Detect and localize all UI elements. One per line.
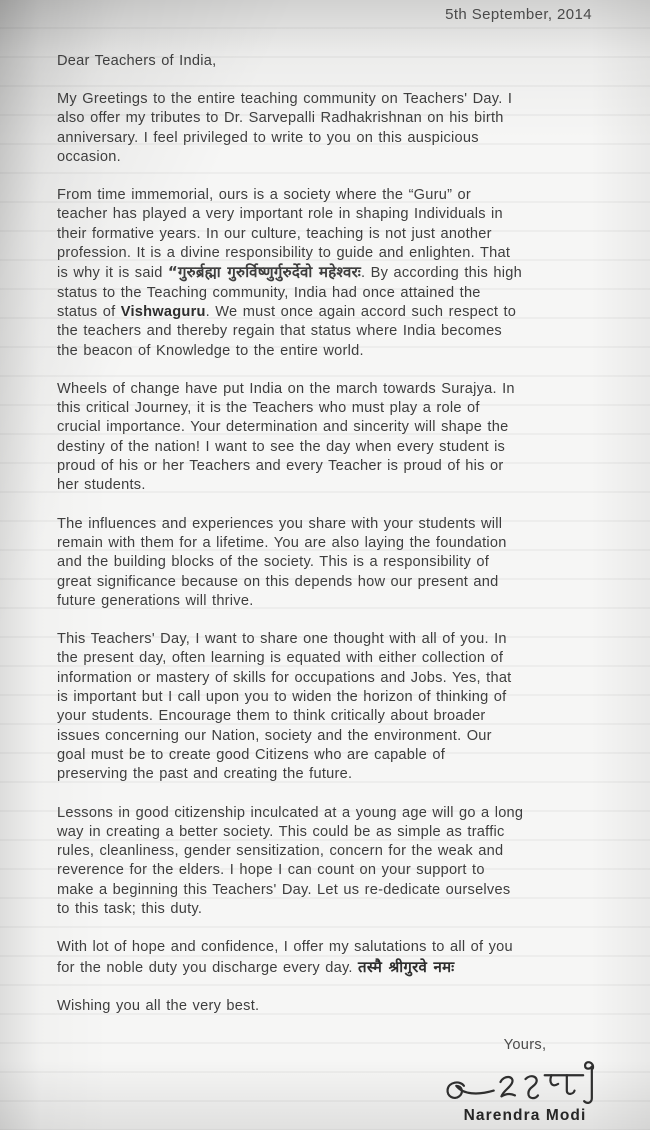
text-segment: status to the Teaching community, India had once attained the — [57, 284, 481, 301]
paragraph — [57, 515, 650, 611]
text-segment: the teachers and thereby regain that status where India becomes — [57, 323, 502, 340]
text-segment: the present day, often learning is equated with either collection of — [57, 650, 504, 667]
text-segment: This Teachers' Day, I want to share one thought with all of you. In — [57, 631, 507, 648]
text-segment: information or mastery of skills for occupations and Jobs. Yes, that — [57, 669, 512, 686]
text-segment: issues concerning our Nation, society and the environment. Our — [57, 727, 492, 744]
text-line — [57, 438, 650, 457]
text-segment: My Greetings to the entire teaching community on Teachers' Day. I — [57, 91, 513, 107]
text-line — [57, 707, 650, 726]
text-segment: profession. It is a divine responsibility to guide and enlighten. That — [57, 245, 511, 262]
letter-date: 5th September, 2014 — [445, 6, 592, 23]
narendra-modi-signature-icon — [440, 1056, 610, 1106]
text-line — [57, 418, 650, 437]
text-segment: and the building blocks of the society. This is a responsibility of — [57, 554, 489, 571]
text-line — [57, 399, 650, 418]
text-line — [57, 765, 650, 784]
devanagari-text: “गुरुर्ब्रह्मा गुरुर्विष्णुर्गुरुर्देवो महेश्वरः — [167, 263, 362, 282]
text-line — [57, 669, 650, 688]
text-line — [57, 109, 650, 128]
text-segment: proud of his or her Teachers and every Teacher is proud of his or — [57, 458, 504, 475]
text-line — [57, 823, 650, 842]
text-line — [57, 380, 650, 399]
text-line — [57, 688, 650, 707]
paragraph — [57, 997, 650, 1016]
text-segment: preserving the past and creating the future. — [57, 766, 353, 783]
paragraph — [57, 630, 650, 784]
text-segment: Wishing you all the very best. — [57, 997, 260, 1014]
signatory-name: Narendra Modi — [463, 1107, 587, 1125]
salutation: Dear Teachers of India, — [57, 53, 217, 69]
text-segment: future generations will thrive. — [57, 592, 254, 609]
text-line — [57, 573, 650, 592]
text-segment: way in creating a better society. This could be as simple as traffic — [57, 823, 505, 840]
text-segment: their formative years. In our culture, teaching is not just another — [57, 225, 492, 242]
text-line — [57, 997, 650, 1016]
text-segment: anniversary. I feel privileged to write to you on this auspicious — [57, 129, 479, 146]
text-line — [57, 938, 650, 957]
text-line — [57, 303, 650, 322]
text-segment: is why it is said — [57, 265, 168, 282]
valediction: Yours, — [503, 1037, 547, 1054]
text-segment: . We must once again accord such respect to — [205, 303, 517, 320]
paragraph — [57, 90, 650, 167]
text-line — [57, 186, 650, 205]
text-line — [57, 727, 650, 746]
text-segment: . By according this high — [361, 265, 522, 282]
text-line — [57, 148, 650, 167]
text-line — [57, 263, 650, 283]
text-segment: Wheels of change have put India on the march towards Surajya. In — [57, 380, 515, 397]
text-line — [57, 842, 650, 861]
text-segment: occasion. — [57, 148, 121, 165]
text-segment: your students. Encourage them to think critically about broader — [57, 708, 486, 725]
text-line — [57, 649, 650, 668]
text-line — [57, 225, 650, 244]
text-line — [57, 900, 650, 919]
text-segment: great significance because on this depends how our present and — [57, 573, 499, 590]
text-line — [57, 342, 650, 361]
text-segment: The influences and experiences you share with your students will — [57, 515, 503, 532]
text-segment: reverence for the elders. I hope I can count on your support to — [57, 862, 485, 879]
text-line — [57, 515, 650, 534]
text-line — [57, 476, 650, 495]
text-segment: her students. — [57, 477, 146, 494]
text-segment: for the noble duty you discharge every day. — [57, 959, 359, 976]
letter-body — [57, 90, 650, 1016]
text-line — [57, 630, 650, 649]
paragraph — [57, 186, 650, 361]
text-segment: crucial importance. Your determination and sincerity will shape the — [57, 419, 509, 436]
signature-block — [440, 1036, 610, 1125]
text-line — [57, 958, 650, 978]
text-segment: this critical Journey, it is the Teachers who must play a role of — [57, 400, 480, 417]
text-line — [57, 534, 650, 553]
text-segment: remain with them for a lifetime. You are also laying the foundation — [57, 534, 507, 551]
devanagari-text: तस्मै श्रीगुरवे नमः — [358, 957, 455, 976]
text-segment: destiny of the nation! I want to see the day when every student is — [57, 438, 506, 455]
text-segment: make a beginning this Teachers' Day. Let us re-dedicate ourselves — [57, 881, 511, 898]
text-line — [57, 592, 650, 611]
text-line — [57, 322, 650, 341]
text-segment: to this task; this duty. — [57, 900, 203, 917]
text-segment: From time immemorial, ours is a society where the “Guru” or — [57, 187, 472, 204]
text-line — [57, 804, 650, 823]
text-line — [57, 457, 650, 476]
text-segment: goal must be to create good Citizens who are capable of — [57, 746, 446, 763]
text-line — [57, 90, 650, 109]
paragraph — [57, 380, 650, 496]
text-segment: teacher has played a very important role in shaping Individuals in — [57, 206, 503, 223]
text-segment: is important but I call upon you to widen the horizon of thinking of — [57, 689, 507, 706]
text-segment: Lessons in good citizenship inculcated at a young age will go a long — [57, 804, 524, 821]
text-segment: the beacon of Knowledge to the entire world. — [57, 342, 364, 359]
text-line — [57, 861, 650, 880]
text-line — [57, 244, 650, 263]
text-line — [57, 284, 650, 303]
text-line — [57, 205, 650, 224]
text-line — [57, 881, 650, 900]
text-line — [57, 129, 650, 148]
paragraph — [57, 938, 650, 978]
text-segment: also offer my tributes to Dr. Sarvepalli Radhakrishnan on his birth — [57, 110, 504, 127]
paragraph — [57, 804, 650, 920]
text-line — [57, 746, 650, 765]
text-segment: With lot of hope and confidence, I offer my salutations to all of you — [57, 939, 513, 956]
text-segment: rules, cleanliness, gender sensitization, concern for the weak and — [57, 843, 504, 860]
bold-text: Vishwaguru — [120, 303, 206, 320]
text-line — [57, 553, 650, 572]
text-segment: status of — [57, 303, 121, 320]
